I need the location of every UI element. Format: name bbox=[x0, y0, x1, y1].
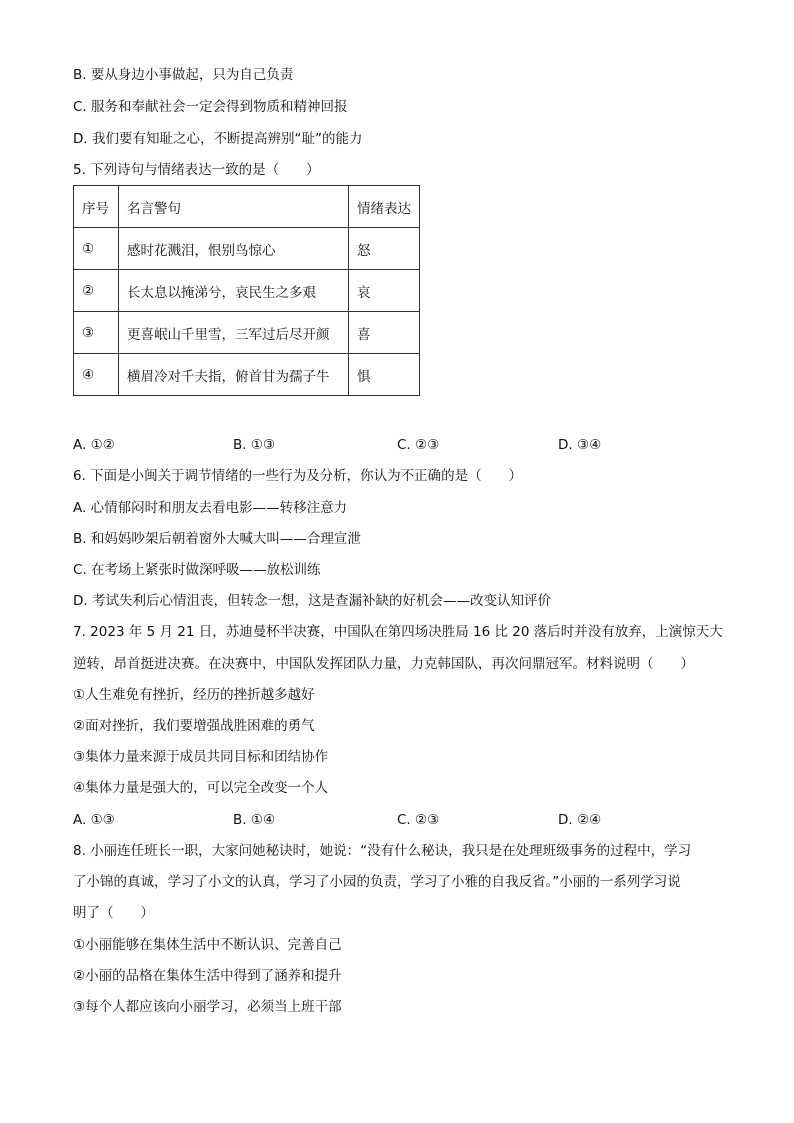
q8-stem-line-2: 了小锦的真诚，学习了小文的认真，学习了小园的负责，学习了小雅的自我反省。”小丽的一系列学习说 bbox=[73, 874, 681, 890]
q7-item-2: ②面对挫折，我们要增强战胜困难的勇气 bbox=[73, 718, 315, 734]
q7-stem-line-2: 逆转，昂首挺进决赛。在决赛中，中国队发挥团队力量，力克韩国队，再次问鼎冠军。材料说明（ ） bbox=[73, 656, 694, 672]
q5-option-d: D. ③④ bbox=[558, 437, 602, 453]
table-cell: 哀 bbox=[349, 270, 420, 312]
table-header-cell: 名言警句 bbox=[119, 186, 349, 228]
q7-item-4: ④集体力量是强大的，可以完全改变一个人 bbox=[73, 780, 329, 796]
table-cell: ② bbox=[74, 270, 119, 312]
table-cell: 更喜岷山千里雪，三军过后尽开颜 bbox=[119, 312, 349, 354]
q7-option-b: B. ①④ bbox=[233, 812, 276, 828]
table-cell: 惧 bbox=[349, 354, 420, 396]
q6-option-b: B. 和妈妈吵架后朝着窗外大喊大叫——合理宣泄 bbox=[73, 531, 361, 547]
q7-item-1: ①人生难免有挫折，经历的挫折越多越好 bbox=[73, 687, 315, 703]
table-cell: 感时花溅泪，恨别鸟惊心 bbox=[119, 228, 349, 270]
table-cell: 怒 bbox=[349, 228, 420, 270]
q6-option-a: A. 心情郁闷时和朋友去看电影——转移注意力 bbox=[73, 500, 348, 516]
q6-option-c: C. 在考场上紧张时做深呼吸——放松训练 bbox=[73, 562, 321, 578]
q5-stem: 5. 下列诗句与情绪表达一致的是（ ） bbox=[73, 162, 320, 178]
table-header-row bbox=[74, 186, 420, 228]
table-row bbox=[74, 270, 420, 312]
q5-option-b: B. ①③ bbox=[233, 437, 276, 453]
q7-stem-line-1: 7. 2023 年 5 月 21 日，苏迪曼杯半决赛，中国队在第四场决胜局 16 比 20 落后时并没有放弃，上演惊天大 bbox=[73, 624, 723, 640]
table-cell: ④ bbox=[74, 354, 119, 396]
q7-option-c: C. ②③ bbox=[397, 812, 440, 828]
q5-option-a: A. ①② bbox=[73, 437, 115, 453]
table-cell: ③ bbox=[74, 312, 119, 354]
q5-option-c: C. ②③ bbox=[397, 437, 440, 453]
q7-item-3: ③集体力量来源于成员共同目标和团结协作 bbox=[73, 749, 329, 765]
q4-option-b: B. 要从身边小事做起，只为自己负责 bbox=[73, 67, 294, 83]
table-header-cell: 情绪表达 bbox=[349, 186, 420, 228]
quote-emotion-table bbox=[73, 185, 420, 396]
q8-stem-line-3: 明了（ ） bbox=[73, 905, 154, 921]
table-cell: 喜 bbox=[349, 312, 420, 354]
table-header-cell: 序号 bbox=[74, 186, 119, 228]
table-cell: 长太息以掩涕兮，哀民生之多艰 bbox=[119, 270, 349, 312]
q4-option-c: C. 服务和奉献社会一定会得到物质和精神回报 bbox=[73, 99, 348, 115]
q8-item-2: ②小丽的品格在集体生活中得到了涵养和提升 bbox=[73, 968, 342, 984]
q7-option-a: A. ①③ bbox=[73, 812, 115, 828]
table-row bbox=[74, 228, 420, 270]
q8-item-3: ③每个人都应该向小丽学习，必须当上班干部 bbox=[73, 999, 342, 1015]
table-row bbox=[74, 354, 420, 396]
table-cell: 横眉冷对千夫指，俯首甘为孺子牛 bbox=[119, 354, 349, 396]
table-cell: ① bbox=[74, 228, 119, 270]
q6-stem: 6. 下面是小闽关于调节情绪的一些行为及分析，你认为不正确的是（ ） bbox=[73, 468, 523, 484]
q4-option-d: D. 我们要有知耻之心，不断提高辨别“耻”的能力 bbox=[73, 131, 363, 147]
q8-stem-line-1: 8. 小丽连任班长一职，大家问她秘诀时，她说：“没有什么秘诀，我只是在处理班级事务的过程中，学习 bbox=[73, 843, 692, 859]
q8-item-1: ①小丽能够在集体生活中不断认识、完善自己 bbox=[73, 937, 342, 953]
q6-option-d: D. 考试失利后心情沮丧，但转念一想，这是查漏补缺的好机会——改变认知评价 bbox=[73, 593, 551, 609]
q7-option-d: D. ②④ bbox=[558, 812, 602, 828]
table-row bbox=[74, 312, 420, 354]
